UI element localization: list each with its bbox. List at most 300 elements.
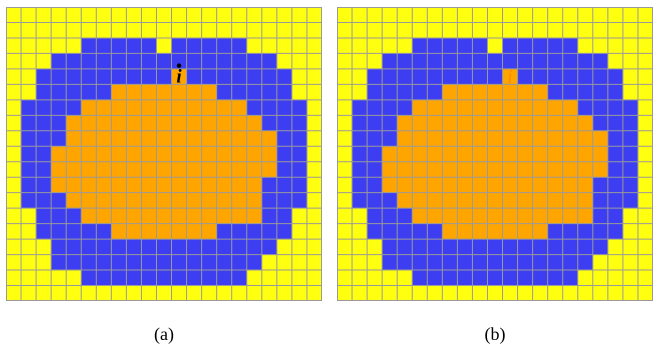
ring-cell [367, 115, 382, 131]
ring-cell [623, 177, 638, 193]
interior-cell [202, 193, 217, 209]
background-cell [533, 7, 548, 23]
interior-cell [412, 131, 427, 147]
background-cell [623, 69, 638, 85]
background-cell [638, 208, 653, 224]
background-cell [548, 286, 563, 301]
ring-cell [36, 115, 51, 131]
ring-cell [156, 270, 171, 286]
background-cell [563, 22, 578, 38]
ring-cell [262, 84, 277, 100]
ring-cell [397, 208, 412, 224]
interior-cell [141, 100, 156, 116]
background-cell [6, 255, 21, 271]
interior-cell [442, 146, 457, 162]
interior-cell [503, 162, 518, 178]
background-cell [21, 7, 36, 23]
interior-cell [247, 177, 262, 193]
interior-cell [533, 84, 548, 100]
background-cell [472, 22, 487, 38]
ring-cell [277, 146, 292, 162]
ring-cell [141, 38, 156, 54]
ring-cell [51, 131, 66, 147]
background-cell [352, 7, 367, 23]
ring-cell [487, 255, 502, 271]
background-cell [382, 270, 397, 286]
ring-cell [21, 177, 36, 193]
interior-cell [217, 131, 232, 147]
ring-cell [382, 84, 397, 100]
interior-cell [51, 177, 66, 193]
interior-cell [187, 224, 202, 240]
interior-cell [457, 162, 472, 178]
interior-cell [156, 208, 171, 224]
background-cell [608, 286, 623, 301]
ring-cell [262, 177, 277, 193]
interior-cell [472, 146, 487, 162]
interior-cell [427, 208, 442, 224]
background-cell [623, 84, 638, 100]
ring-cell [126, 255, 141, 271]
interior-cell [412, 115, 427, 131]
ring-cell [141, 270, 156, 286]
ring-cell [412, 53, 427, 69]
background-cell [578, 7, 593, 23]
ring-cell [111, 38, 126, 54]
ring-cell [578, 53, 593, 69]
interior-cell [81, 115, 96, 131]
interior-cell [518, 162, 533, 178]
background-cell [36, 38, 51, 54]
interior-cell [126, 146, 141, 162]
ring-cell [66, 224, 81, 240]
background-cell [623, 38, 638, 54]
background-cell [578, 38, 593, 54]
ring-cell [518, 255, 533, 271]
ring-cell [36, 193, 51, 209]
ring-cell [457, 255, 472, 271]
background-cell [21, 255, 36, 271]
background-cell [247, 22, 262, 38]
ring-cell [187, 270, 202, 286]
background-cell [367, 22, 382, 38]
interior-cell [66, 193, 81, 209]
ring-cell [126, 53, 141, 69]
marker-label: i [176, 66, 182, 88]
ring-cell [487, 69, 502, 85]
ring-cell [563, 38, 578, 54]
interior-cell [397, 193, 412, 209]
interior-cell [187, 193, 202, 209]
ring-cell [156, 69, 171, 85]
ring-cell [36, 224, 51, 240]
ring-cell [593, 53, 608, 69]
background-cell [337, 22, 352, 38]
background-cell [66, 22, 81, 38]
ring-cell [66, 239, 81, 255]
ring-cell [427, 84, 442, 100]
ring-cell [292, 100, 307, 116]
ring-cell [217, 270, 232, 286]
background-cell [307, 270, 322, 286]
ring-cell [608, 131, 623, 147]
ring-cell [412, 38, 427, 54]
ring-cell [111, 270, 126, 286]
background-cell [578, 270, 593, 286]
interior-cell [518, 84, 533, 100]
ring-cell [247, 239, 262, 255]
ring-cell [518, 38, 533, 54]
background-cell [36, 22, 51, 38]
background-cell [292, 239, 307, 255]
ring-cell [548, 270, 563, 286]
interior-cell [427, 193, 442, 209]
background-cell [638, 193, 653, 209]
background-cell [593, 22, 608, 38]
interior-cell [548, 208, 563, 224]
ring-cell [533, 270, 548, 286]
ring-cell [51, 224, 66, 240]
ring-cell [126, 270, 141, 286]
ring-cell [503, 239, 518, 255]
background-cell [307, 162, 322, 178]
ring-cell [503, 38, 518, 54]
ring-cell [608, 115, 623, 131]
interior-cell [487, 224, 502, 240]
background-cell [292, 286, 307, 301]
background-cell [638, 177, 653, 193]
background-cell [292, 22, 307, 38]
background-cell [292, 208, 307, 224]
interior-cell [156, 115, 171, 131]
background-cell [307, 177, 322, 193]
interior-cell [503, 115, 518, 131]
interior-cell [141, 84, 156, 100]
ring-cell [503, 255, 518, 271]
ring-cell [51, 193, 66, 209]
ring-cell [442, 270, 457, 286]
background-cell [638, 22, 653, 38]
interior-cell [172, 131, 187, 147]
ring-cell [593, 208, 608, 224]
ring-cell [397, 100, 412, 116]
background-cell [247, 38, 262, 54]
ring-cell [81, 224, 96, 240]
ring-cell [548, 239, 563, 255]
ring-cell [412, 239, 427, 255]
ring-cell [217, 69, 232, 85]
ring-cell [232, 53, 247, 69]
background-cell [307, 115, 322, 131]
interior-cell [96, 100, 111, 116]
background-cell [352, 38, 367, 54]
background-cell [21, 208, 36, 224]
interior-cell [397, 146, 412, 162]
grid-map-b [337, 7, 653, 301]
background-cell [292, 84, 307, 100]
background-cell [457, 7, 472, 23]
interior-cell [141, 131, 156, 147]
ring-cell [608, 224, 623, 240]
ring-cell [156, 239, 171, 255]
ring-cell [217, 84, 232, 100]
background-cell [472, 286, 487, 301]
ring-cell [352, 131, 367, 147]
background-cell [307, 84, 322, 100]
background-cell [337, 177, 352, 193]
ring-cell [427, 270, 442, 286]
interior-cell [217, 100, 232, 116]
background-cell [337, 7, 352, 23]
interior-cell [563, 162, 578, 178]
ring-cell [412, 84, 427, 100]
background-cell [51, 286, 66, 301]
ring-cell [172, 270, 187, 286]
ring-cell [623, 115, 638, 131]
interior-cell [382, 162, 397, 178]
background-cell [156, 38, 171, 54]
background-cell [277, 286, 292, 301]
background-cell [292, 53, 307, 69]
ring-cell [36, 84, 51, 100]
ring-cell [623, 100, 638, 116]
ring-cell [427, 255, 442, 271]
background-cell [202, 286, 217, 301]
interior-cell [457, 115, 472, 131]
interior-cell [487, 208, 502, 224]
ring-cell [367, 162, 382, 178]
interior-cell [217, 177, 232, 193]
background-cell [21, 38, 36, 54]
background-cell [6, 53, 21, 69]
background-cell [156, 22, 171, 38]
interior-cell [563, 131, 578, 147]
background-cell [623, 239, 638, 255]
ring-cell [262, 53, 277, 69]
background-cell [638, 270, 653, 286]
interior-cell [518, 177, 533, 193]
background-cell [21, 22, 36, 38]
background-cell [6, 22, 21, 38]
interior-cell [111, 115, 126, 131]
background-cell [6, 270, 21, 286]
interior-cell [96, 208, 111, 224]
ring-cell [578, 100, 593, 116]
background-cell [21, 69, 36, 85]
ring-cell [533, 239, 548, 255]
ring-cell [457, 69, 472, 85]
background-cell [187, 286, 202, 301]
background-cell [638, 69, 653, 85]
background-cell [172, 7, 187, 23]
background-cell [352, 239, 367, 255]
ring-cell [36, 162, 51, 178]
background-cell [21, 84, 36, 100]
interior-cell [156, 131, 171, 147]
ring-cell [292, 146, 307, 162]
ring-cell [548, 255, 563, 271]
background-cell [623, 270, 638, 286]
background-cell [247, 7, 262, 23]
background-cell [6, 38, 21, 54]
interior-cell [81, 208, 96, 224]
background-cell [217, 286, 232, 301]
background-cell [6, 7, 21, 23]
interior-cell [518, 224, 533, 240]
interior-cell [172, 208, 187, 224]
interior-cell [156, 224, 171, 240]
background-cell [307, 131, 322, 147]
ring-cell [292, 115, 307, 131]
interior-cell [412, 146, 427, 162]
background-cell [202, 22, 217, 38]
ring-cell [397, 84, 412, 100]
ring-cell [623, 131, 638, 147]
background-cell [533, 286, 548, 301]
background-cell [608, 7, 623, 23]
ring-cell [202, 255, 217, 271]
background-cell [337, 131, 352, 147]
background-cell [292, 7, 307, 23]
interior-cell [111, 100, 126, 116]
interior-cell [172, 177, 187, 193]
ring-cell [472, 239, 487, 255]
ring-cell [232, 84, 247, 100]
ring-cell [202, 53, 217, 69]
background-cell [81, 286, 96, 301]
background-cell [36, 239, 51, 255]
background-cell [111, 286, 126, 301]
interior-cell [51, 162, 66, 178]
interior-cell [111, 131, 126, 147]
background-cell [217, 22, 232, 38]
interior-cell [217, 162, 232, 178]
background-cell [367, 255, 382, 271]
interior-cell [503, 224, 518, 240]
background-cell [638, 7, 653, 23]
ring-cell [292, 193, 307, 209]
interior-cell [442, 177, 457, 193]
ring-cell [367, 84, 382, 100]
interior-cell [442, 208, 457, 224]
ring-cell [51, 255, 66, 271]
ring-cell [21, 115, 36, 131]
interior-cell [442, 115, 457, 131]
marker-label: i [507, 66, 513, 88]
interior-cell [202, 100, 217, 116]
ring-cell [187, 255, 202, 271]
ring-cell [412, 224, 427, 240]
ring-cell [81, 53, 96, 69]
interior-cell [427, 115, 442, 131]
ring-cell [232, 38, 247, 54]
ring-cell [51, 84, 66, 100]
interior-cell [442, 193, 457, 209]
ring-cell [232, 239, 247, 255]
background-cell [187, 7, 202, 23]
interior-cell [412, 193, 427, 209]
interior-cell [533, 100, 548, 116]
interior-cell [232, 177, 247, 193]
background-cell [277, 239, 292, 255]
ring-cell [382, 100, 397, 116]
ring-cell [292, 162, 307, 178]
background-cell [638, 162, 653, 178]
background-cell [96, 22, 111, 38]
interior-cell [232, 208, 247, 224]
ring-cell [367, 177, 382, 193]
background-cell [6, 162, 21, 178]
background-cell [412, 7, 427, 23]
ring-cell [96, 270, 111, 286]
interior-cell [232, 162, 247, 178]
background-cell [36, 53, 51, 69]
background-cell [21, 239, 36, 255]
ring-cell [232, 255, 247, 271]
ring-cell [217, 53, 232, 69]
interior-cell [442, 100, 457, 116]
interior-cell [578, 131, 593, 147]
interior-cell [217, 208, 232, 224]
background-cell [6, 131, 21, 147]
ring-cell [66, 69, 81, 85]
background-cell [172, 286, 187, 301]
background-cell [96, 286, 111, 301]
background-cell [638, 286, 653, 301]
background-cell [307, 7, 322, 23]
background-cell [6, 208, 21, 224]
ring-cell [21, 146, 36, 162]
ring-cell [352, 162, 367, 178]
interior-cell [487, 84, 502, 100]
ring-cell [126, 38, 141, 54]
background-cell [608, 239, 623, 255]
interior-cell [563, 146, 578, 162]
background-cell [6, 286, 21, 301]
interior-cell [156, 162, 171, 178]
background-cell [352, 69, 367, 85]
ring-cell [427, 224, 442, 240]
panel-a [6, 7, 322, 301]
interior-cell [202, 177, 217, 193]
ring-cell [367, 131, 382, 147]
ring-cell [427, 53, 442, 69]
ring-cell [51, 239, 66, 255]
interior-cell [442, 84, 457, 100]
ring-cell [51, 69, 66, 85]
interior-cell [487, 162, 502, 178]
ring-cell [382, 69, 397, 85]
interior-cell [187, 162, 202, 178]
cell-marker [507, 67, 512, 88]
interior-cell [217, 115, 232, 131]
background-cell [262, 286, 277, 301]
interior-cell [427, 146, 442, 162]
background-cell [367, 239, 382, 255]
ring-cell [533, 53, 548, 69]
ring-cell [352, 193, 367, 209]
ring-cell [487, 239, 502, 255]
ring-cell [397, 224, 412, 240]
background-cell [563, 7, 578, 23]
interior-cell [472, 193, 487, 209]
ring-cell [518, 239, 533, 255]
interior-cell [247, 115, 262, 131]
interior-cell [548, 131, 563, 147]
interior-cell [442, 131, 457, 147]
background-cell [382, 38, 397, 54]
ring-cell [292, 131, 307, 147]
